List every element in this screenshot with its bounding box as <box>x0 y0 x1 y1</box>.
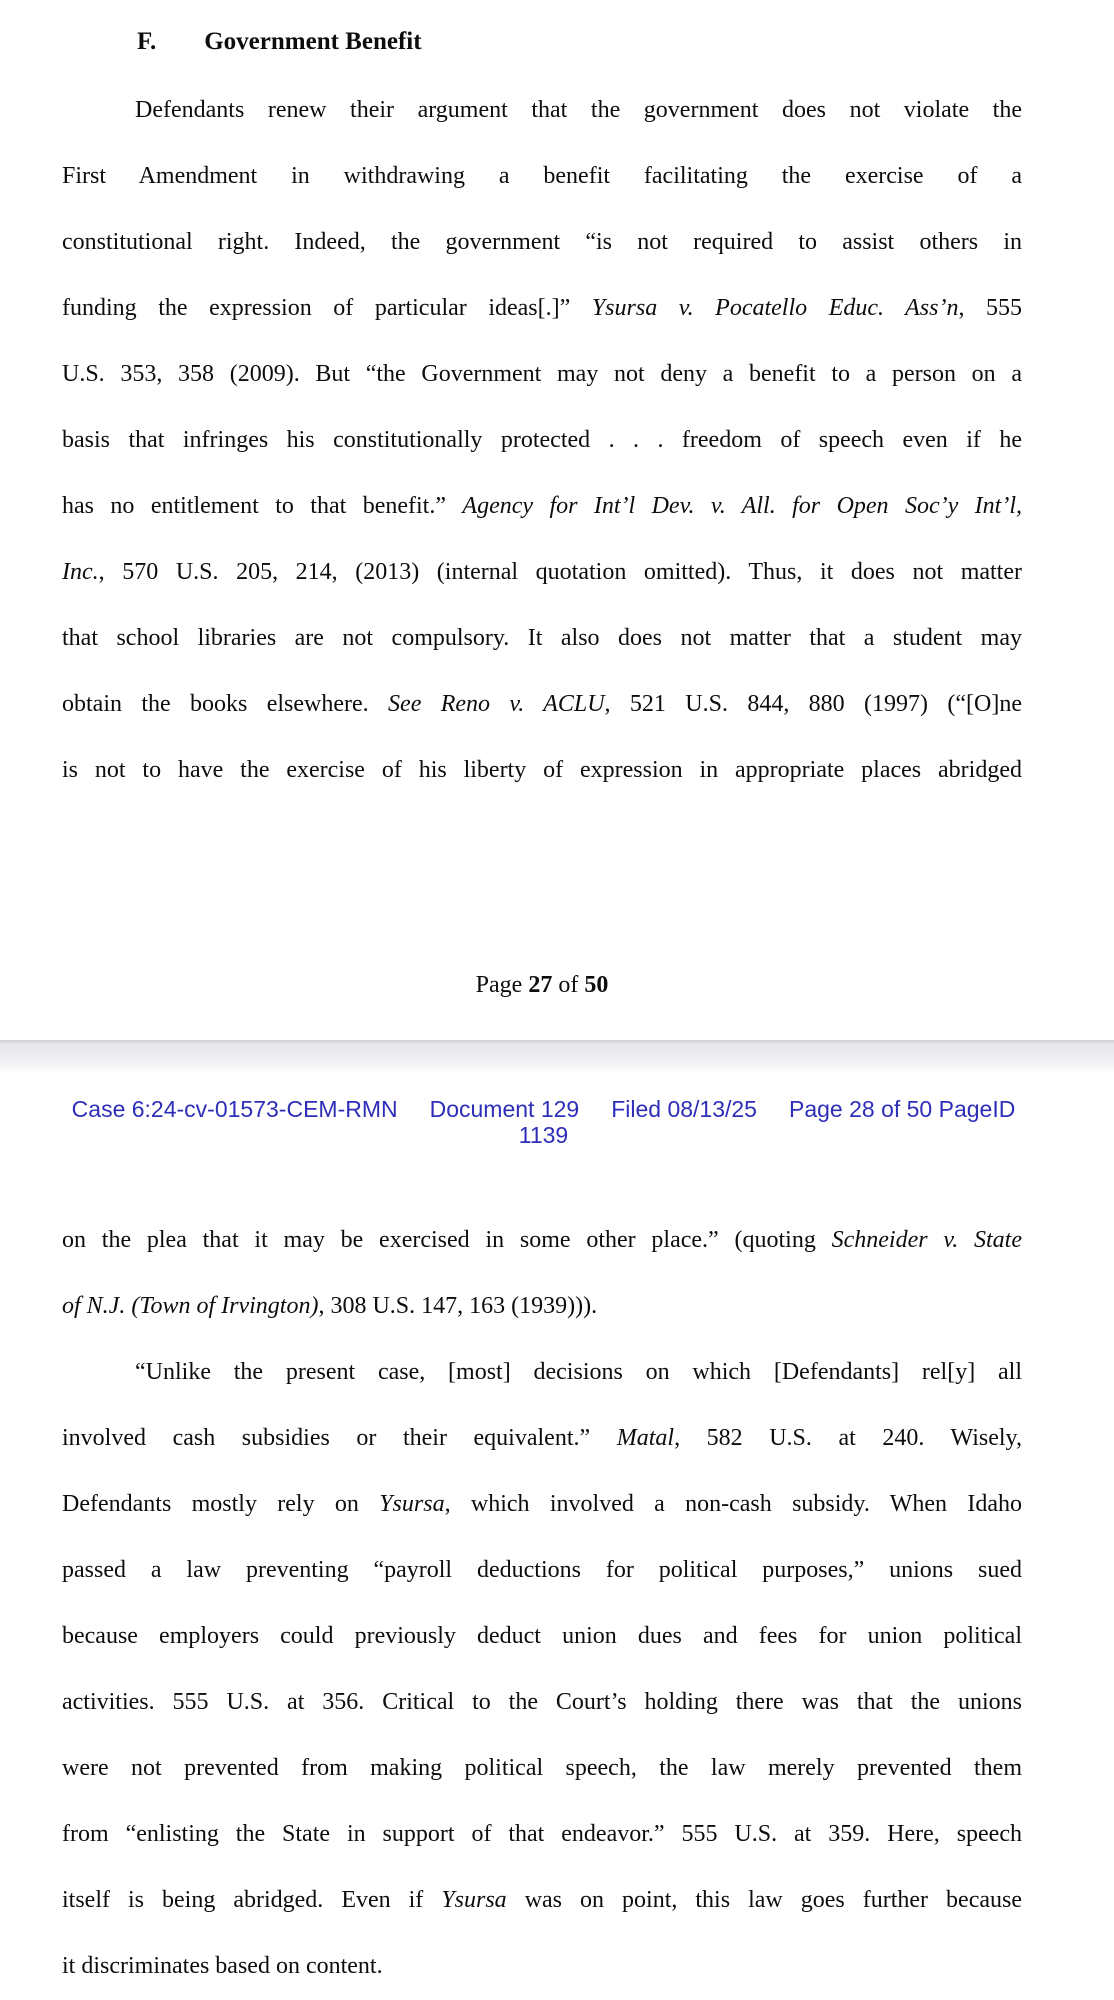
document-line <box>62 227 1022 257</box>
document-line <box>62 1489 1022 1519</box>
document-line <box>62 1753 1022 1783</box>
text-segment: “Unlike the present case, [most] decisions on which [Defendants] rel[y] all <box>135 1359 1022 1385</box>
document-line <box>62 1225 1022 1255</box>
document-line <box>62 623 1022 653</box>
stamp-pageid-number: 1139 <box>518 1122 569 1148</box>
document-line <box>62 1885 1022 1915</box>
text-segment: 27 <box>528 972 553 998</box>
text-segment: funding the expression of particular ideas[.]” <box>62 295 592 321</box>
document-line <box>62 359 1022 389</box>
document-line <box>62 689 1022 719</box>
text-segment: constitutional right. Indeed, the government “is not required to assist others in <box>62 229 1022 255</box>
text-segment: Defendants mostly rely on <box>62 1491 380 1517</box>
text-segment: from “enlisting the State in support of that endeavor.” 555 U.S. at 359. Here, speech <box>62 1821 1022 1847</box>
document-line <box>62 755 1022 785</box>
stamp-page-info: Page 28 of 50 PageID <box>788 1096 1016 1122</box>
document-line <box>62 161 1022 191</box>
text-segment: it discriminates based on content. <box>62 1953 383 1979</box>
citation-italic: of N.J. (Town of Irvington) <box>62 1293 319 1319</box>
case-stamp-header <box>0 1096 1087 1148</box>
citation-italic: Matal <box>616 1425 675 1451</box>
text-segment: because employers could previously deduct union dues and fees for union political <box>62 1623 1022 1649</box>
citation-italic: Schneider v. State <box>831 1227 1022 1253</box>
stamp-filed-date: Filed 08/13/25 <box>611 1096 757 1122</box>
citation-italic: See Reno v. ACLU <box>388 691 605 717</box>
document-line <box>62 491 1022 521</box>
document-line <box>62 1423 1022 1453</box>
text-segment: was on point, this law goes further because <box>506 1887 1022 1913</box>
text-segment: , which involved a non-cash subsidy. When Idaho <box>444 1491 1022 1517</box>
text-segment: U.S. 353, 358 (2009). But “the Government may not deny a benefit to a person on a <box>62 361 1022 387</box>
text-segment: on the plea that it may be exercised in some other place.” (quoting <box>62 1227 832 1253</box>
document-line <box>62 1291 1022 1321</box>
text-segment: passed a law preventing “payroll deductions for political purposes,” unions sued <box>62 1557 1022 1583</box>
stamp-line1 <box>0 1096 1087 1122</box>
document-line <box>62 557 1022 587</box>
text-segment: , 570 U.S. 205, 214, (2013) (internal quotation omitted). Thus, it does not matter <box>98 559 1022 585</box>
section-title: Government Benefit <box>204 28 422 55</box>
citation-italic: Agency for Int’l Dev. v. All. for Open Soc’y Int’l, <box>462 493 1023 519</box>
stamp-document-number: Document 129 <box>429 1096 580 1122</box>
text-segment: itself is being abridged. Even if <box>62 1887 442 1913</box>
text-segment: , 555 <box>958 295 1023 321</box>
document-line <box>62 293 1022 323</box>
text-segment: is not to have the exercise of his liberty of expression in appropriate places abridged <box>62 757 1022 783</box>
section-number: F. <box>137 28 157 55</box>
text-segment: 50 <box>584 972 609 998</box>
citation-italic: Ysursa <box>441 1887 507 1913</box>
citation-italic: Ysursa v. Pocatello Educ. Ass’n <box>591 295 959 321</box>
section-heading <box>62 26 1022 58</box>
document-line <box>62 1621 1022 1651</box>
document-line <box>62 1555 1022 1585</box>
document-line <box>62 1357 1022 1387</box>
page-break-divider <box>0 1040 1114 1073</box>
text-segment: were not prevented from making political speech, the law merely prevented them <box>62 1755 1022 1781</box>
citation-italic: Ysursa <box>379 1491 445 1517</box>
document-line <box>62 1687 1022 1717</box>
page-number-footer <box>62 970 1022 1000</box>
text-segment: , 582 U.S. at 240. Wisely, <box>674 1425 1023 1451</box>
text-segment: basis that infringes his constitutionally protected . . . freedom of speech even if he <box>62 427 1022 453</box>
document-line <box>62 1819 1022 1849</box>
text-segment: has no entitlement to that benefit.” <box>62 493 463 519</box>
text-segment: Defendants renew their argument that the government does not violate the <box>135 97 1022 123</box>
text-segment: of <box>552 972 585 998</box>
stamp-case-number: Case 6:24-cv-01573-CEM-RMN <box>71 1096 398 1122</box>
text-segment: activities. 555 U.S. at 356. Critical to the Court’s holding there was that the unions <box>62 1689 1022 1715</box>
text-segment: , 521 U.S. 844, 880 (1997) (“[O]ne <box>604 691 1023 717</box>
text-segment: that school libraries are not compulsory. It also does not matter that a student may <box>62 625 1022 651</box>
text-segment: Page <box>475 972 529 998</box>
document-line <box>62 425 1022 455</box>
document-line <box>62 1951 1022 1981</box>
citation-italic: Inc. <box>62 559 99 585</box>
text-segment: involved cash subsidies or their equivalent.” <box>62 1425 617 1451</box>
document-line <box>62 95 1022 125</box>
text-segment: First Amendment in withdrawing a benefit facilitating the exercise of a <box>62 163 1022 189</box>
text-segment: , 308 U.S. 147, 163 (1939))). <box>318 1293 598 1319</box>
text-segment: obtain the books elsewhere. <box>62 691 389 717</box>
